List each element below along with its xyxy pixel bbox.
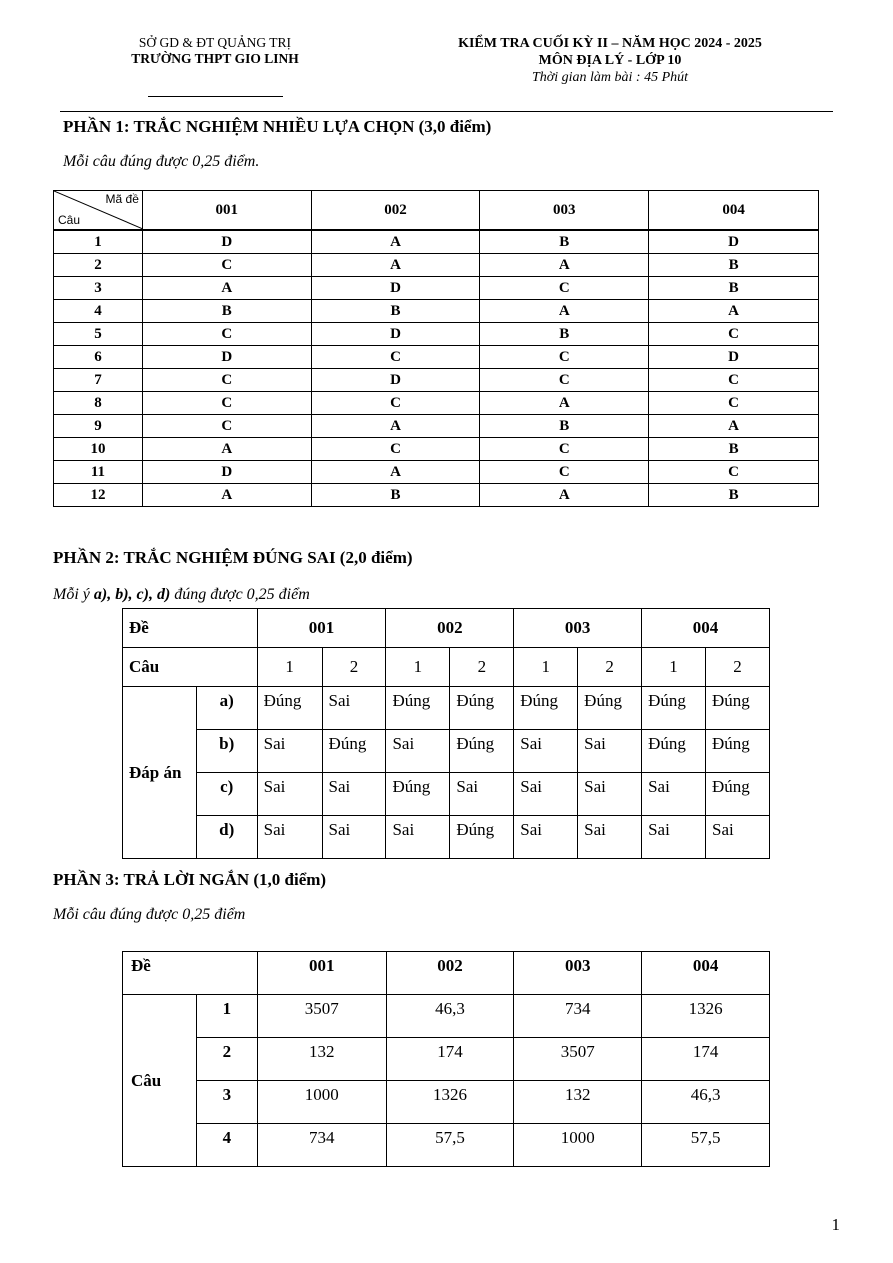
code-header: 003 (514, 952, 642, 995)
answer-cell: D (142, 230, 311, 254)
cau-label (123, 995, 197, 1167)
answer-cell: Sai (705, 816, 769, 859)
answer-cell: A (311, 461, 480, 484)
cau-label: Câu (123, 648, 258, 687)
table-row (123, 687, 770, 730)
statement-label: c) (196, 773, 257, 816)
answer-cell: D (311, 277, 480, 300)
answer-cell: B (480, 415, 649, 438)
answer-cell: Sai (514, 773, 578, 816)
answer-cell: A (142, 277, 311, 300)
answer-cell: C (480, 277, 649, 300)
answer-cell: D (142, 346, 311, 369)
code-header: 001 (257, 952, 386, 995)
answer-cell: D (311, 323, 480, 346)
table-row (123, 773, 770, 816)
de-label: Đề (123, 952, 258, 995)
answer-cell: Đúng (705, 687, 769, 730)
statement-label: d) (196, 816, 257, 859)
answer-cell: B (311, 300, 480, 323)
answer-cell: C (649, 369, 819, 392)
school-name: TRƯỜNG THPT GIO LINH (131, 51, 299, 66)
table-row (123, 816, 770, 859)
answer-cell: D (649, 346, 819, 369)
answer-cell: Đúng (642, 687, 706, 730)
answer-cell: Đúng (257, 687, 322, 730)
answer-cell: 3507 (257, 995, 386, 1038)
answer-cell: 57,5 (642, 1124, 770, 1167)
table-row (54, 392, 819, 415)
corner-question-label: Câu (58, 213, 81, 227)
question-number: 2 (578, 648, 642, 687)
answer-cell: C (480, 438, 649, 461)
question-number: 1 (54, 230, 143, 254)
code-header: 004 (642, 609, 770, 648)
answer-cell: A (649, 415, 819, 438)
table-row (123, 1081, 770, 1124)
answer-cell: D (311, 369, 480, 392)
answer-cell: 1326 (642, 995, 770, 1038)
answer-cell: B (649, 277, 819, 300)
answer-cell: Đúng (642, 730, 706, 773)
answer-cell: 3507 (514, 1038, 642, 1081)
code-header: 002 (386, 952, 514, 995)
table-row (54, 461, 819, 484)
answer-cell: C (311, 346, 480, 369)
answer-cell: Sai (578, 773, 642, 816)
table-row (54, 323, 819, 346)
question-number: 8 (54, 392, 143, 415)
answer-cell: B (649, 438, 819, 461)
answer-cell: Sai (578, 816, 642, 859)
table-row (123, 995, 770, 1038)
answer-cell: C (649, 461, 819, 484)
answer-cell: Sai (642, 816, 706, 859)
answer-cell: B (480, 323, 649, 346)
question-number: 1 (257, 648, 322, 687)
answer-cell: Sai (514, 730, 578, 773)
question-number: 3 (196, 1081, 257, 1124)
part2-note-suffix: đúng được 0,25 điểm (170, 586, 310, 603)
part2-note-options: a), b), c), d) (93, 586, 171, 603)
dapan-label (123, 687, 197, 859)
question-number: 1 (514, 648, 578, 687)
subject-title: MÔN ĐỊA LÝ - LỚP 10 (538, 53, 682, 68)
part1-header-row (54, 191, 819, 231)
answer-cell: 57,5 (386, 1124, 514, 1167)
answer-cell: 46,3 (386, 995, 514, 1038)
part3-code-row (123, 952, 770, 995)
question-number: 4 (54, 300, 143, 323)
answer-cell: C (142, 369, 311, 392)
answer-cell: C (142, 254, 311, 277)
answer-cell: Đúng (450, 730, 514, 773)
question-number: 1 (386, 648, 450, 687)
table-row (54, 415, 819, 438)
table-row (54, 254, 819, 277)
answer-cell: D (649, 230, 819, 254)
answer-cell: A (142, 438, 311, 461)
table-row (123, 1124, 770, 1167)
exam-header (400, 35, 820, 86)
answer-cell: B (480, 230, 649, 254)
exam-title: KIỂM TRA CUỐI KỲ II – NĂM HỌC 2024 - 2025 (458, 36, 762, 51)
table-row (54, 484, 819, 507)
answer-cell: Đúng (386, 687, 450, 730)
answer-cell: Đúng (450, 687, 514, 730)
answer-cell: C (649, 323, 819, 346)
answer-cell: C (649, 392, 819, 415)
part3-answer-table (122, 951, 770, 1167)
question-number: 2 (705, 648, 769, 687)
answer-cell: A (480, 392, 649, 415)
answer-cell: Đúng (322, 730, 386, 773)
question-number: 6 (54, 346, 143, 369)
code-header: 001 (142, 191, 311, 231)
table-row (54, 346, 819, 369)
statement-label: a) (196, 687, 257, 730)
part2-note-prefix: Mỗi ý (53, 586, 94, 603)
de-label: Đề (123, 609, 258, 648)
part1-answer-table (53, 190, 819, 507)
table-row (123, 730, 770, 773)
answer-cell: D (142, 461, 311, 484)
code-header: 004 (642, 952, 770, 995)
answer-cell: 174 (386, 1038, 514, 1081)
answer-cell: B (649, 484, 819, 507)
answer-cell: Sai (322, 773, 386, 816)
answer-cell: 1000 (514, 1124, 642, 1167)
code-header: 002 (311, 191, 480, 231)
answer-cell: Sai (386, 816, 450, 859)
question-number: 7 (54, 369, 143, 392)
code-header: 004 (649, 191, 819, 231)
question-number: 5 (54, 323, 143, 346)
answer-cell: C (142, 323, 311, 346)
cau-label-text: Câu (131, 1070, 162, 1090)
answer-cell: Sai (514, 816, 578, 859)
answer-cell: B (649, 254, 819, 277)
question-number: 12 (54, 484, 143, 507)
answer-cell: 174 (642, 1038, 770, 1081)
part2-note (53, 586, 310, 604)
table-row (54, 277, 819, 300)
table-row (54, 300, 819, 323)
table-row (54, 438, 819, 461)
answer-cell: C (311, 392, 480, 415)
answer-cell: A (311, 254, 480, 277)
answer-cell: 1326 (386, 1081, 514, 1124)
question-number: 2 (54, 254, 143, 277)
question-number: 11 (54, 461, 143, 484)
dapan-label-text: Đáp án (129, 762, 182, 782)
answer-cell: Sai (322, 687, 386, 730)
department-name: SỞ GD & ĐT QUẢNG TRỊ (138, 35, 292, 50)
question-number: 10 (54, 438, 143, 461)
answer-cell: Sai (257, 816, 322, 859)
answer-cell: Đúng (705, 773, 769, 816)
answer-cell: 734 (514, 995, 642, 1038)
part1-title: PHẦN 1: TRẮC NGHIỆM NHIỀU LỰA CHỌN (3,0 điểm) (63, 117, 492, 136)
answer-cell: A (311, 415, 480, 438)
answer-cell: A (142, 484, 311, 507)
exam-duration: Thời gian làm bài : 45 Phút (531, 70, 689, 85)
answer-cell: A (480, 300, 649, 323)
answer-cell: C (480, 369, 649, 392)
answer-cell: Đúng (578, 687, 642, 730)
answer-cell: Đúng (450, 816, 514, 859)
answer-cell: Sai (450, 773, 514, 816)
answer-cell: Sai (578, 730, 642, 773)
answer-cell: Sai (257, 773, 322, 816)
header-divider (60, 111, 833, 112)
header-underline (148, 96, 283, 97)
question-number: 4 (196, 1124, 257, 1167)
answer-cell: A (480, 254, 649, 277)
answer-cell: 1000 (257, 1081, 386, 1124)
answer-cell: B (311, 484, 480, 507)
table-row (54, 230, 819, 254)
answer-cell: A (649, 300, 819, 323)
part2-code-row (123, 609, 770, 648)
answer-cell: C (311, 438, 480, 461)
corner-code-label: Mã đề (105, 192, 139, 206)
code-header: 003 (480, 191, 649, 231)
answer-cell: A (311, 230, 480, 254)
code-header: 001 (257, 609, 386, 648)
question-number: 1 (196, 995, 257, 1038)
answer-cell: 132 (257, 1038, 386, 1081)
answer-cell: C (142, 415, 311, 438)
part2-question-row (123, 648, 770, 687)
answer-cell: Đúng (514, 687, 578, 730)
statement-label: b) (196, 730, 257, 773)
code-header: 002 (386, 609, 514, 648)
part1-note: Mỗi câu đúng được 0,25 điểm. (63, 153, 260, 170)
answer-cell: Sai (257, 730, 322, 773)
part2-title: PHẦN 2: TRẮC NGHIỆM ĐÚNG SAI (2,0 điểm) (53, 548, 413, 567)
answer-cell: C (480, 346, 649, 369)
school-header (90, 35, 340, 67)
answer-cell: 734 (257, 1124, 386, 1167)
part1-corner-cell (54, 191, 143, 231)
answer-cell: Đúng (705, 730, 769, 773)
answer-cell: Đúng (386, 773, 450, 816)
answer-cell: Sai (386, 730, 450, 773)
table-row (54, 369, 819, 392)
answer-cell: C (480, 461, 649, 484)
question-number: 1 (642, 648, 706, 687)
answer-cell: B (142, 300, 311, 323)
question-number: 9 (54, 415, 143, 438)
answer-cell: Sai (642, 773, 706, 816)
part3-note: Mỗi câu đúng được 0,25 điểm (53, 906, 246, 923)
code-header: 003 (514, 609, 642, 648)
answer-cell: Sai (322, 816, 386, 859)
answer-cell: A (480, 484, 649, 507)
question-number: 2 (450, 648, 514, 687)
page-number: 1 (831, 1215, 840, 1234)
part2-answer-table (122, 608, 770, 859)
part3-title: PHẦN 3: TRẢ LỜI NGẮN (1,0 điểm) (53, 870, 327, 889)
question-number: 2 (322, 648, 386, 687)
question-number: 3 (54, 277, 143, 300)
answer-cell: 132 (514, 1081, 642, 1124)
answer-cell: C (142, 392, 311, 415)
question-number: 2 (196, 1038, 257, 1081)
answer-cell: 46,3 (642, 1081, 770, 1124)
table-row (123, 1038, 770, 1081)
